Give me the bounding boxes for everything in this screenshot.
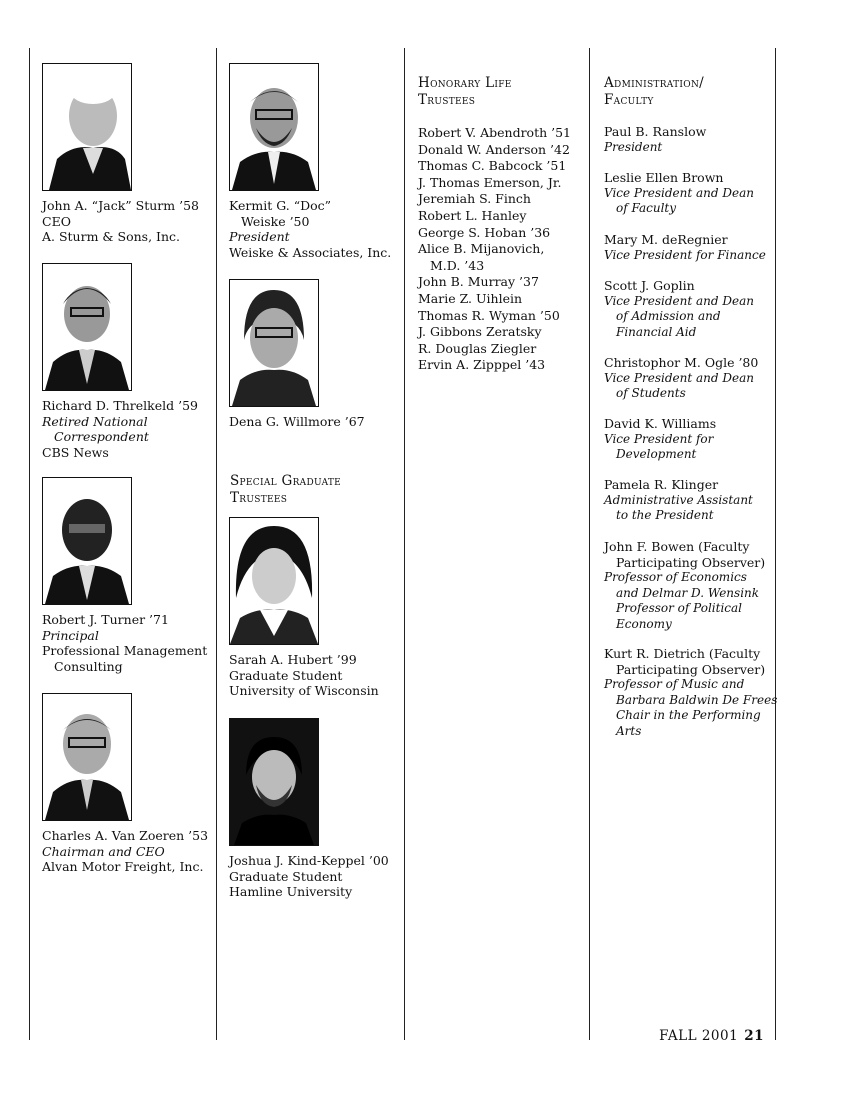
faculty-entry xyxy=(604,539,765,632)
person-title: Vice President and Dean xyxy=(604,370,754,385)
person-name: Weiske ’50 xyxy=(241,213,310,229)
trustee-entry xyxy=(42,477,207,674)
list-item: Robert L. Hanley xyxy=(418,207,527,223)
person-title: Financial Aid xyxy=(616,324,697,339)
column-rule xyxy=(589,48,590,1040)
person-name: Charles A. Van Zoeren ’53 xyxy=(42,828,209,843)
person-title: Administrative Assistant xyxy=(604,492,753,507)
portrait-photo xyxy=(42,63,132,191)
person-name: John F. Bowen (Faculty xyxy=(604,539,750,554)
person-name: Pamela R. Klinger xyxy=(604,477,719,492)
person-title: Correspondent xyxy=(54,429,149,444)
person-name: Participating Observer) xyxy=(616,661,766,677)
heading-line: Administration/ xyxy=(604,75,704,91)
list-item: Jeremiah S. Finch xyxy=(418,191,531,207)
person-organization: Alvan Motor Freight, Inc. xyxy=(42,859,204,874)
person-title: Economy xyxy=(616,616,672,631)
trustee-entry xyxy=(42,263,198,460)
person-name: Robert J. Turner ’71 xyxy=(42,612,169,627)
faculty-entry xyxy=(604,477,753,524)
portrait-photo xyxy=(229,63,319,191)
person-title: of Faculty xyxy=(616,201,677,215)
portrait-photo xyxy=(229,517,319,645)
person-title: of Admission and xyxy=(616,309,721,323)
list-item: Robert V. Abendroth ’51 xyxy=(418,125,572,140)
person-name: John A. “Jack” Sturm ’58 xyxy=(42,198,199,213)
person-title: Professor of Political xyxy=(616,601,743,615)
heading-line: Faculty xyxy=(604,92,654,108)
person-title: Retired National xyxy=(42,413,148,429)
list-item: Marie Z. Uihlein xyxy=(418,290,523,306)
list-item: R. Douglas Ziegler xyxy=(418,340,537,356)
section-heading-honorary xyxy=(418,75,512,109)
person-name: Richard D. Threlkeld ’59 xyxy=(42,398,198,413)
portrait-photo xyxy=(42,693,132,821)
list-item: Thomas R. Wyman ’50 xyxy=(418,307,560,323)
person-title: Professor of Economics xyxy=(604,570,747,584)
person-title: Chairman and CEO xyxy=(42,843,165,859)
faculty-entry xyxy=(604,646,777,739)
person-name: Sarah A. Hubert ’99 xyxy=(229,652,357,667)
person-title: Arts xyxy=(616,723,642,738)
person-role: CEO xyxy=(42,213,71,229)
portrait-photo xyxy=(42,477,132,605)
person-organization: A. Sturm & Sons, Inc. xyxy=(42,229,180,244)
trustee-entry xyxy=(42,63,199,245)
person-title: Barbara Baldwin De Frees xyxy=(616,692,778,707)
portrait-photo xyxy=(42,263,132,391)
list-item: Ervin A. Zipppel ’43 xyxy=(418,357,546,373)
person-name: Joshua J. Kind-Keppel ’00 xyxy=(229,853,389,868)
column-rule xyxy=(29,48,30,1040)
person-title: of Students xyxy=(616,386,686,400)
person-title: President xyxy=(604,139,663,154)
person-title: Principal xyxy=(42,627,99,643)
person-name: Kermit G. “Doc” xyxy=(229,198,332,213)
list-item: M.D. ’43 xyxy=(430,257,485,273)
list-item: George S. Hoban ’36 xyxy=(418,224,551,240)
column-rule xyxy=(775,48,776,1040)
trustee-entry xyxy=(42,693,208,875)
list-item: John B. Murray ’37 xyxy=(418,274,539,290)
person-name: Participating Observer) xyxy=(616,554,766,570)
page-footer xyxy=(659,1028,764,1044)
trustee-entry xyxy=(229,63,391,260)
person-name: Christophor M. Ogle ’80 xyxy=(604,355,759,370)
person-role: Graduate Student xyxy=(229,868,343,884)
list-item: Alice B. Mijanovich, xyxy=(418,241,545,257)
person-title: to the President xyxy=(616,508,714,522)
heading-line: Special Graduate xyxy=(230,473,342,489)
person-organization: University of Wisconsin xyxy=(229,683,379,698)
faculty-entry xyxy=(604,416,716,463)
person-title: Chair in the Performing xyxy=(616,708,761,722)
person-title: Vice President and Dean xyxy=(604,185,754,200)
heading-line: Trustees xyxy=(230,490,288,506)
person-title: Vice President and Dean xyxy=(604,293,754,308)
heading-line: Trustees xyxy=(418,92,476,108)
person-role: Graduate Student xyxy=(229,667,343,683)
section-heading-special-graduate xyxy=(230,473,341,507)
trustee-entry xyxy=(229,279,365,430)
column-rule xyxy=(216,48,217,1040)
person-name: Kurt R. Dietrich (Faculty xyxy=(604,646,761,661)
person-name: Scott J. Goplin xyxy=(604,278,695,293)
person-title: Vice President for xyxy=(604,431,714,446)
faculty-entry xyxy=(604,232,766,263)
page-number: 21 xyxy=(744,1028,764,1044)
list-item: J. Thomas Emerson, Jr. xyxy=(418,174,562,190)
person-organization: Weiske & Associates, Inc. xyxy=(229,244,392,260)
list-item: J. Gibbons Zeratsky xyxy=(418,324,542,340)
person-organization: Professional Management xyxy=(42,643,208,658)
faculty-entry xyxy=(604,170,754,217)
trustee-entry xyxy=(229,718,389,900)
person-organization: Consulting xyxy=(54,658,123,674)
person-name: Mary M. deRegnier xyxy=(604,232,728,247)
portrait-photo xyxy=(229,718,319,846)
person-name: Dena G. Willmore ’67 xyxy=(229,414,365,429)
person-organization: CBS News xyxy=(42,444,109,460)
list-item: Thomas C. Babcock ’51 xyxy=(418,158,567,174)
trustee-entry xyxy=(229,517,379,699)
faculty-entry xyxy=(604,355,758,402)
person-name: David K. Williams xyxy=(604,416,717,431)
heading-line: Honorary Life xyxy=(418,75,512,91)
honorary-trustees-list xyxy=(418,125,571,374)
list-item: Donald W. Anderson ’42 xyxy=(418,141,570,157)
person-title: and Delmar D. Wensink xyxy=(616,585,760,600)
portrait-photo xyxy=(229,279,319,407)
person-title: President xyxy=(229,229,290,244)
column-rule xyxy=(404,48,405,1040)
person-name: Paul B. Ranslow xyxy=(604,124,707,139)
faculty-entry xyxy=(604,124,706,155)
faculty-entry xyxy=(604,278,754,340)
section-heading-administration xyxy=(604,75,704,109)
issue-label: FALL 2001 xyxy=(659,1028,739,1044)
person-title: Development xyxy=(616,447,697,461)
person-title: Professor of Music and xyxy=(604,677,745,691)
person-organization: Hamline University xyxy=(229,884,353,899)
person-title: Vice President for Finance xyxy=(604,247,766,262)
person-name: Leslie Ellen Brown xyxy=(604,170,724,185)
